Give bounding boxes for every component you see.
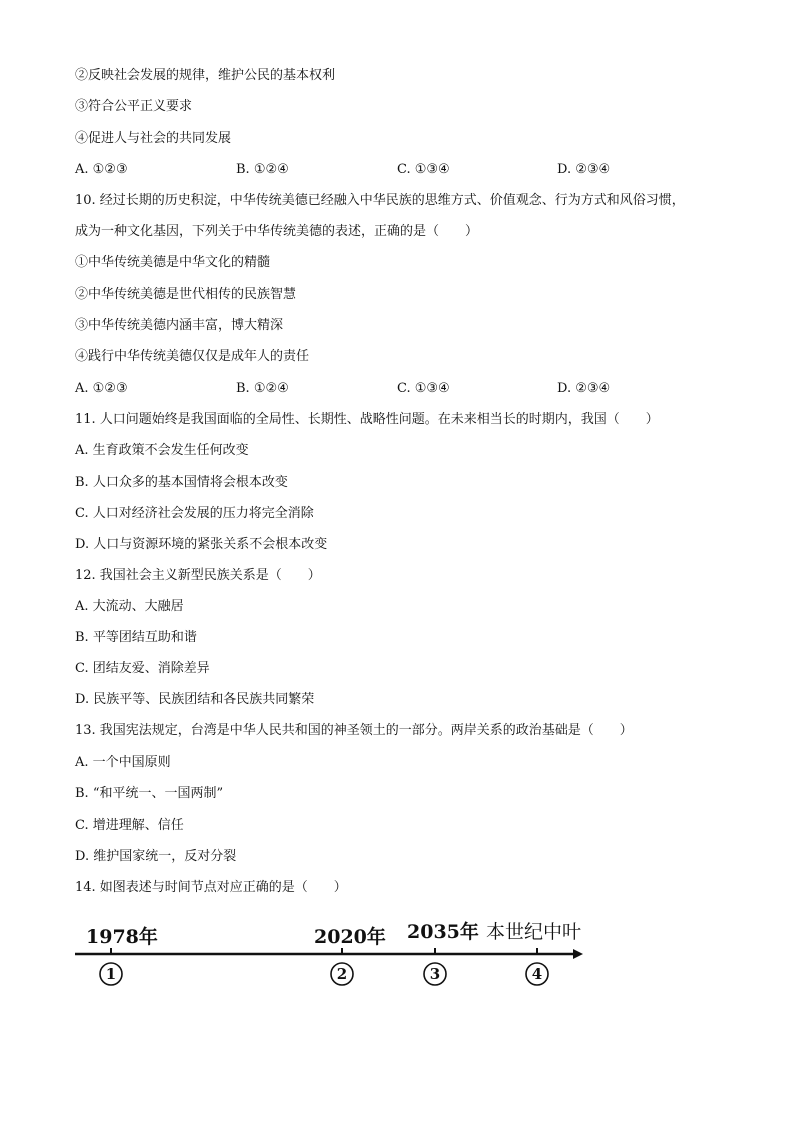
q10-option-c: C. ①③④ [397,381,450,396]
q12-option-d: D. 民族平等、民族团结和各民族共同繁荣 [75,692,315,707]
q10-statement-1: ①中华传统美德是中华文化的精髓 [75,255,271,270]
q9-statement-3: ③符合公平正义要求 [75,99,193,114]
q11-option-d: D. 人口与资源环境的紧张关系不会根本改变 [75,537,328,552]
timeline-label-2035: 2035年 [407,921,479,943]
q13-option-c: C. 增进理解、信任 [75,818,184,833]
timeline-marker-2: 2 [336,965,348,983]
q10-statement-4: ④践行中华传统美德仅仅是成年人的责任 [75,349,310,364]
q9-option-d: D. ②③④ [557,162,611,177]
q13-option-b: B. “和平统一、一国两制” [75,786,224,801]
q10-statement-2: ②中华传统美德是世代相传的民族智慧 [75,287,297,302]
q10-option-b: B. ①②④ [236,381,289,396]
timeline-marker-4: 4 [531,965,543,983]
q13-option-d: D. 维护国家统一，反对分裂 [75,849,237,864]
q11-stem: 11. 人口问题始终是我国面临的全局性、长期性、战略性问题。在未来相当长的时期内，我国（ ） [75,412,659,427]
q9-statement-2: ②反映社会发展的规律，维护公民的基本权利 [75,68,336,83]
q11-option-a: A. 生育政策不会发生任何改变 [75,443,249,458]
timeline-arrowhead [573,949,583,959]
q10-stem-line2: 成为一种文化基因，下列关于中华传统美德的表述，正确的是（ ） [75,224,479,239]
q9-option-a: A. ①②③ [75,162,128,177]
q9-statement-4: ④促进人与社会的共同发展 [75,131,232,146]
q12-option-c: C. 团结友爱、消除差异 [75,661,210,676]
timeline-label-2020: 2020年 [314,926,386,948]
q12-option-b: B. 平等团结互助和谐 [75,630,197,645]
q12-option-a: A. 大流动、大融居 [75,599,184,614]
q10-option-d: D. ②③④ [557,381,611,396]
q13-stem: 13. 我国宪法规定，台湾是中华人民共和国的神圣领土的一部分。两岸关系的政治基础是（ ） [75,723,633,738]
q11-option-b: B. 人口众多的基本国情将会根本改变 [75,475,288,490]
timeline-label-1978: 1978年 [86,926,158,948]
q10-option-a: A. ①②③ [75,381,128,396]
q10-stem-line1: 10. 经过长期的历史积淀，中华传统美德已经融入中华民族的思维方式、价值观念、行为方式和风俗习惯， [75,193,685,208]
timeline-marker-3: 3 [429,965,441,983]
q11-option-c: C. 人口对经济社会发展的压力将完全消除 [75,506,314,521]
q13-option-a: A. 一个中国原则 [75,755,171,770]
timeline-marker-1: 1 [105,965,117,983]
timeline-label-mid-century: 本世纪中叶 [486,921,582,943]
q9-option-c: C. ①③④ [397,162,450,177]
q14-stem: 14. 如图表述与时间节点对应正确的是（ ） [75,880,347,895]
q9-option-b: B. ①②④ [236,162,289,177]
q12-stem: 12. 我国社会主义新型民族关系是（ ） [75,568,321,583]
q10-statement-3: ③中华传统美德内涵丰富，博大精深 [75,318,284,333]
